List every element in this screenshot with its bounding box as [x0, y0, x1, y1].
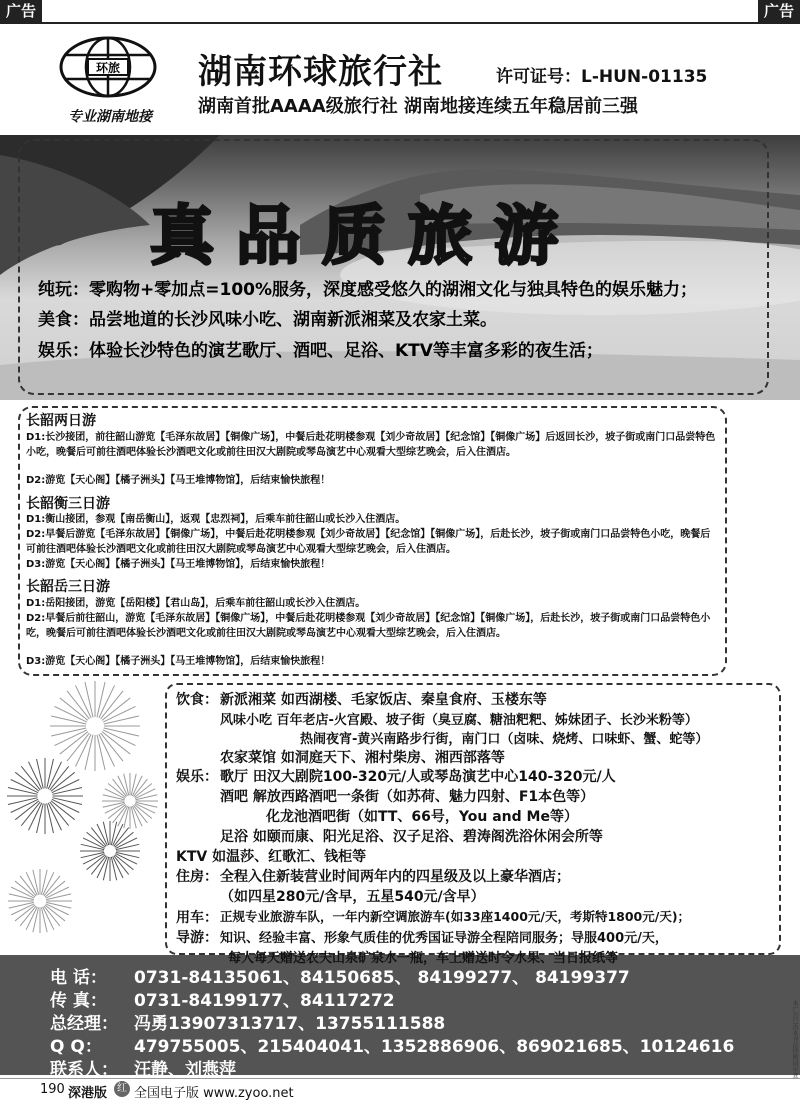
- food-label: 饮食：: [176, 692, 218, 708]
- firework-burst: [50, 681, 140, 771]
- slogan: 专业湖南地接: [68, 109, 152, 125]
- gm-row: [50, 1009, 445, 1034]
- route-title: 长韶岳三日游: [26, 579, 110, 595]
- food-farmhouse: 农家菜馆 如洞庭天下、湘村柴房、湘西部落等: [220, 750, 505, 766]
- top-rule: [0, 22, 800, 24]
- stay-price: （如四星280元/含早，五星540元/含早）: [220, 889, 485, 905]
- page-footer: [0, 1078, 800, 1101]
- route-day: D1:长沙接团，前往韶山游览【毛泽东故居】【铜像广场】，中餐后赴花明楼参观【刘少奇故居】【纪念馆】【铜像广场】后返回长沙，坡子街或南门口品尝特色小吃，晚餐后可前往酒吧体验长沙酒吧文化或前往田汉大剧院或琴岛演艺中心观看大型综艺晚会，后入住酒店。: [26, 432, 716, 458]
- phone-numbers: 0731-84135061、84150685、 84199277、 84199377: [134, 968, 630, 988]
- firework-burst: [7, 758, 83, 834]
- guide-gifts: 每人每天赠送农夫山泉矿泉水一瓶，车上赠送时令水果、当日报纸等: [228, 951, 619, 966]
- website-link[interactable]: 全国电子版 www.zyoo.net: [134, 1086, 294, 1101]
- entertainment-bar-street: 化龙池酒吧街（如TT、66号，You and Me等）: [266, 809, 578, 825]
- ktv-line: KTV 如温莎、红歌汇、钱柜等: [176, 849, 367, 865]
- fireworks-illustration: [0, 676, 165, 951]
- firework-burst: [8, 869, 72, 933]
- guide-label: 导游：: [176, 930, 218, 946]
- food-snacks: 风味小吃 百年老店-火宫殿、坡子街（臭豆腐、糖油粑粑、姊妹团子、长沙米粉等）: [220, 713, 698, 728]
- car-label: 用车：: [176, 910, 218, 926]
- page-number: 190: [40, 1082, 65, 1097]
- contact-person-names: 汪静、刘燕萍: [134, 1060, 236, 1080]
- hero-title: 真品质旅游: [150, 199, 580, 274]
- fax-row: [50, 986, 395, 1011]
- company-subtitle: 湖南首批AAAA级旅行社 湖南地接连续五年稳居前三强: [198, 96, 638, 117]
- gm-label: 总经理：: [50, 1014, 118, 1034]
- phone-label: 电 话：: [50, 968, 107, 988]
- phone-row: [50, 963, 630, 988]
- entertainment-label: 娱乐：: [176, 769, 218, 785]
- entertainment-bar: 酒吧 解放西路酒吧一条街（如苏荷、魅力四射、F1本色等）: [220, 789, 595, 805]
- route-day: D2:游览【天心阁】【橘子洲头】【马王堆博物馆】，后结束愉快旅程！: [26, 475, 331, 486]
- itinerary-box: [18, 406, 727, 676]
- guide-detail: 知识、经验丰富、形象气质佳的优秀国证导游全程陪同服务；导服400元/天，: [220, 931, 668, 946]
- header: [0, 28, 800, 133]
- route-day: D2:早餐后游览【毛泽东故居】【铜像广场】，中餐后赴花明楼参观【刘少奇故居】【纪念馆】【铜像广场】，后赴长沙，坡子街或南门口品尝特色小吃，晚餐后可前往酒吧体验长沙酒吧文化或前往田汉大剧院或琴岛演艺中心观看大型综艺晚会，后入住酒店。: [26, 529, 711, 555]
- gm-contact: 冯勇13907313717、13755111588: [134, 1014, 446, 1034]
- contact-person-row: [50, 1055, 236, 1080]
- hero-line-entertainment: 娱乐：体验长沙特色的演艺歌厅、酒吧、足浴、KTV等丰富多彩的夜生活；: [38, 341, 603, 361]
- stay-hotel: 全程入住新装营业时间两年内的四星级及以上豪华酒店；: [220, 869, 570, 885]
- qq-numbers: 479755005、215404041、1352886906、869021685、10124616: [134, 1037, 735, 1057]
- license-number: 许可证号：L-HUN-01135: [496, 67, 708, 87]
- hero-banner: [0, 135, 800, 400]
- company-name: 湖南环球旅行社: [198, 52, 443, 92]
- hero-line-food: 美食：品尝地道的长沙风味小吃、湖南新派湘菜及农家土菜。: [38, 310, 497, 330]
- route-title: 长韶衡三日游: [26, 496, 110, 512]
- firework-burst: [102, 773, 158, 829]
- fax-numbers: 0731-84199177、84117272: [134, 991, 395, 1011]
- contact-person-label: 联系人：: [50, 1060, 118, 1080]
- car-detail: 正规专业旅游车队，一年内新空调旅游车(如33座1400元/天，考斯特1800元/天)；: [220, 909, 691, 924]
- entertainment-theater: 歌厅 田汉大剧院100-320元/人或琴岛演艺中心140-320元/人: [220, 769, 616, 785]
- edition-badge-icon: 红: [114, 1081, 130, 1097]
- ad-label-right: 广告: [758, 0, 800, 22]
- firework-burst: [80, 821, 140, 881]
- globe-logo-icon: [58, 36, 158, 98]
- route-day: D3:游览【天心阁】【橘子洲头】【马王堆博物馆】，后结束愉快旅程！: [26, 559, 331, 570]
- qq-row: [50, 1032, 734, 1057]
- food-xiang-cuisine: 新派湘菜 如西湖楼、毛家饭店、秦皇食府、玉楼东等: [220, 692, 547, 708]
- stay-label: 住房：: [176, 869, 218, 885]
- contact-panel: [0, 955, 800, 1080]
- edition-label: 深港版: [68, 1086, 108, 1101]
- logo-text: 环旅: [95, 61, 121, 75]
- route-day: D3:游览【天心阁】【橘子洲头】【马王堆博物馆】，后结束愉快旅程！: [26, 656, 331, 667]
- hero-line-pure-tour: 纯玩：零购物+零加点=100%服务，深度感受悠久的湖湘文化与独具特色的娱乐魅力；: [38, 280, 698, 300]
- qq-label: Q Q：: [50, 1037, 102, 1057]
- ad-label-left: 广告: [0, 0, 42, 22]
- entertainment-foot-bath: 足浴 如颐而康、阳光足浴、汉子足浴、碧涛阁洗浴休闲会所等: [220, 829, 603, 845]
- route-day: D1:岳阳接团，游览【岳阳楼】【君山岛】，后乘车前往韶山或长沙入住酒店。: [26, 598, 366, 609]
- food-night-snacks: 热闹夜宵-黄兴南路步行街，南门口（卤味、烧烤、口味虾、蟹、蛇等）: [300, 732, 709, 747]
- fax-label: 传 真：: [50, 991, 107, 1011]
- legal-note: 本广告已由本刊法律顾问审查: [791, 1000, 798, 1078]
- route-day: D1:衡山接团，参观【南岳衡山】，返观【忠烈祠】，后乘车前往韶山或长沙入住酒店。: [26, 514, 406, 525]
- route-title: 长韶两日游: [26, 413, 96, 429]
- route-day: D2:早餐后前往韶山，游览【毛泽东故居】【铜像广场】，中餐后赴花明楼参观【刘少奇故居】【纪念馆】【铜像广场】，后赴长沙，坡子街或南门口品尝特色小吃，晚餐后可前往酒吧体验长沙酒吧文化或前往田汉大剧院或琴岛演艺中心观看大型综艺晚会，后入住酒店。: [26, 613, 711, 639]
